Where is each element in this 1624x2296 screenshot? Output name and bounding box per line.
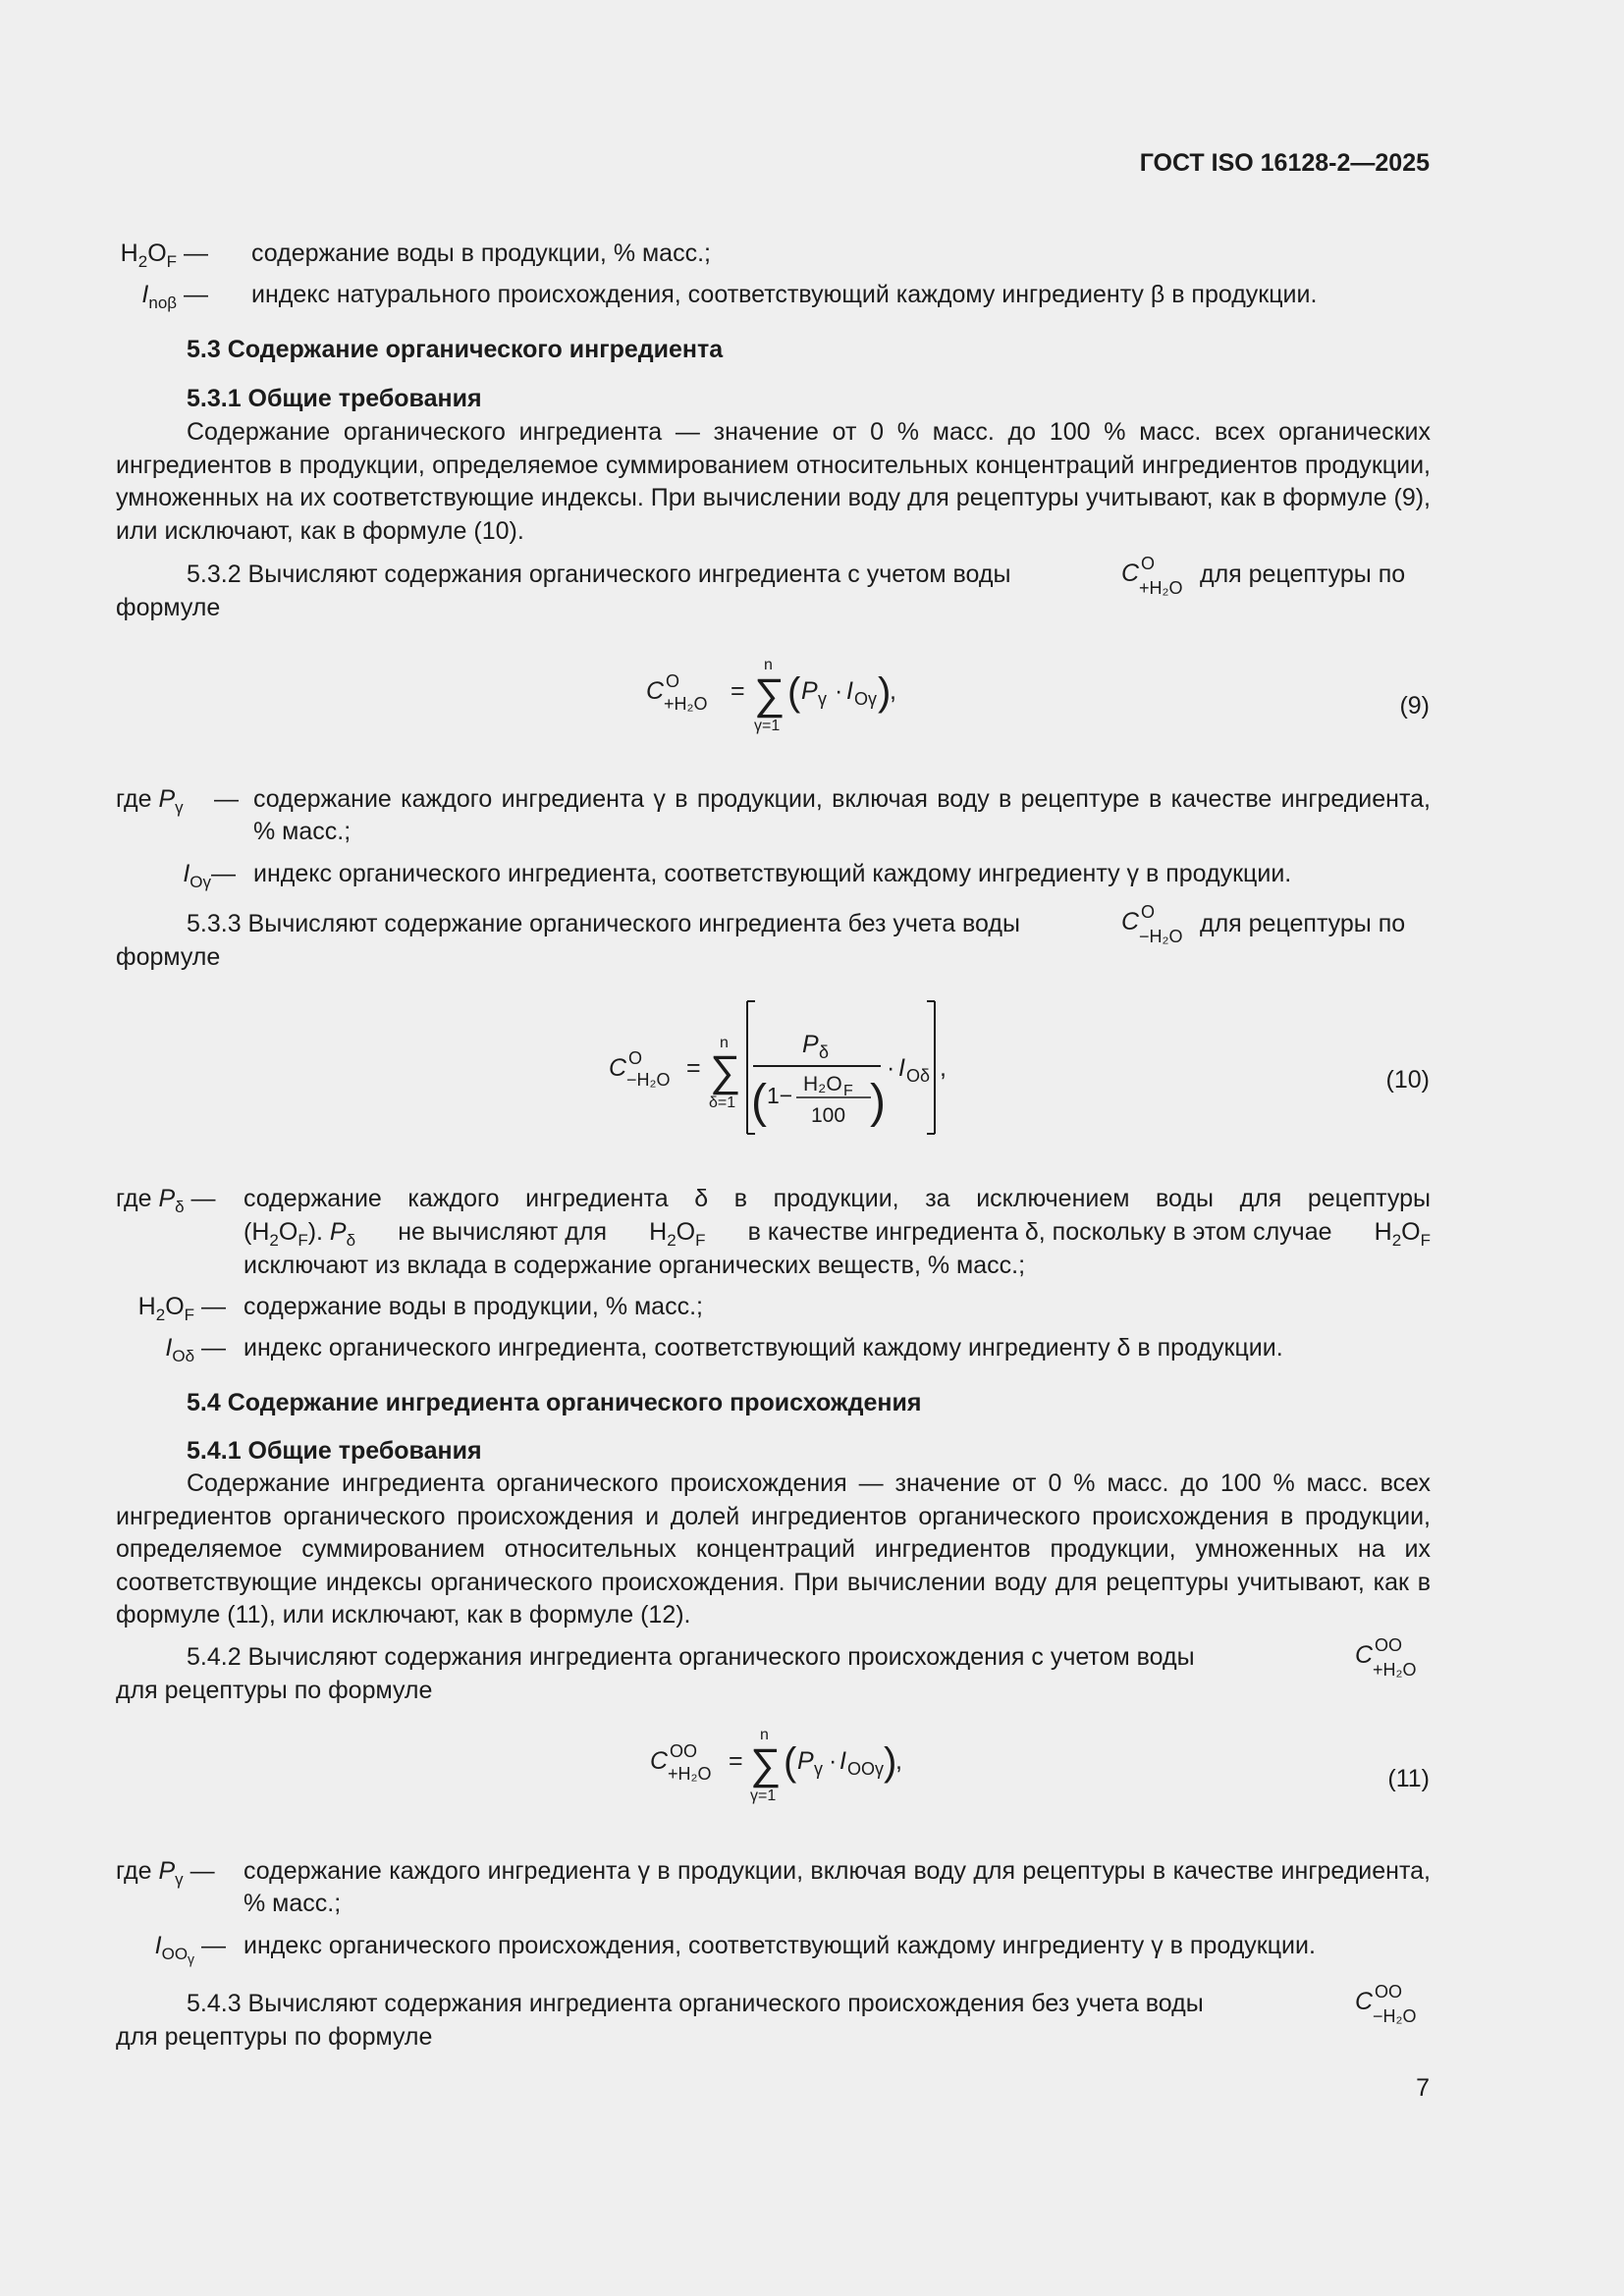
paragraph-5-3-3-formula-word: формуле <box>116 943 221 971</box>
symbol-inob: $I_{no\beta}$ — <box>141 281 208 312</box>
svg-text:C: C <box>1121 908 1140 935</box>
paragraph-5-3-2-end: для рецептуры по <box>1200 561 1406 588</box>
symbol-io-gamma: $I_{O\gamma}—$ <box>183 860 236 891</box>
svg-text:I: I <box>846 677 853 705</box>
svg-text:OO: OO <box>670 1741 698 1761</box>
svg-text:−H₂O: −H₂O <box>1139 927 1183 946</box>
definition-p-delta-line1: содержание каждого ингредиента δ в продукции, за исключением воды для рецептуры <box>244 1185 1431 1212</box>
symbol-c-o-plus-h2o <box>1119 550 1198 604</box>
svg-text:C: C <box>1355 1988 1374 2015</box>
page-number: 7 <box>1416 2074 1430 2102</box>
svg-text:·: · <box>887 1054 895 1082</box>
definition-inob: индекс натурального происхождения, соответствующий каждому ингредиенту β в продукции. <box>251 281 1318 308</box>
svg-text:H₂O: H₂O <box>803 1073 842 1095</box>
svg-text:+H₂O: +H₂O <box>1373 1660 1417 1680</box>
svg-text:OO: OO <box>1375 1635 1403 1655</box>
svg-text:,: , <box>895 1747 902 1775</box>
paragraph-5-3-1: Содержание органического ингредиента — значение от 0 % масс. до 100 % масс. всех органических ингредиентов в продукции, определяемое суммированием относительных концентраций ингредиентов продукции, умноженных на их соответствующие индексы. При вычислении воду для рецептуры учитывают, как в формуле (9), или исключают, как в формуле (10). <box>116 418 1431 545</box>
symbol-h2of-2: $H_2O_F$ — <box>137 1293 226 1324</box>
svg-text:−H₂O: −H₂O <box>626 1070 671 1090</box>
svg-text:C: C <box>650 1747 669 1775</box>
definition-ioo-gamma: индекс органического происхождения, соответствующий каждому ингредиенту γ в продукции. <box>244 1932 1316 1959</box>
svg-text:Oδ: Oδ <box>906 1066 931 1086</box>
symbol-c-oo-minus-h2o <box>1353 1978 1432 2032</box>
where-label-p-delta: где $P_\delta$ — <box>116 1185 216 1216</box>
subsection-heading-5-3-1: 5.3.1 Общие требования <box>187 385 482 412</box>
where-label-p-gamma: где $P_\gamma$ <box>116 785 184 817</box>
paragraph-5-3-2-start: 5.3.2 Вычисляют содержания органического ингредиента с учетом воды <box>187 561 1011 588</box>
svg-text:=: = <box>731 677 745 705</box>
svg-text:O: O <box>666 671 680 691</box>
svg-text:·: · <box>829 1747 838 1775</box>
definition-h2of: содержание воды в продукции, % масс.; <box>251 240 711 267</box>
svg-text:γ=1: γ=1 <box>754 718 781 734</box>
svg-text:·: · <box>835 677 843 705</box>
text-fragment: не вычисляют для <box>398 1218 608 1246</box>
formula-9 <box>638 650 933 743</box>
equation-number-11: (11) <box>1387 1765 1430 1792</box>
document-id-header: ГОСТ ISO 16128-2—2025 <box>1139 149 1430 177</box>
svg-text:): ) <box>870 1076 886 1128</box>
paragraph-5-4-1: Содержание ингредиента органического происхождения — значение от 0 % масс. до 100 % масс. всех ингредиентов органического происхождения и долей ингредиентов органического происхождения в продукции, определяемое суммированием относительных концентраций ингредиентов продукции, умноженных на их соответствующие индексы органического происхождения. При вычислении воду для рецептуры учитывают, как в формуле (11), или исключают, как в формуле (12). <box>116 1469 1431 1629</box>
svg-text:C: C <box>646 677 665 705</box>
svg-text:I: I <box>898 1054 905 1082</box>
svg-text:∑: ∑ <box>750 1740 782 1789</box>
svg-text:C: C <box>1121 560 1140 587</box>
svg-text:γ: γ <box>814 1759 823 1779</box>
formula-10 <box>594 991 967 1144</box>
paragraph-5-3-3-start: 5.3.3 Вычисляют содержание органического ингредиента без учета воды <box>187 910 1020 937</box>
paragraph-5-4-3-start: 5.4.3 Вычисляют содержания ингредиента органического происхождения без учета воды <box>187 1990 1204 2017</box>
section-heading-5-3: 5.3 Содержание органического ингредиента <box>187 336 724 363</box>
svg-text:∑: ∑ <box>754 670 785 719</box>
symbol-ioo-gamma: $I_{OO_\gamma}$ — <box>154 1932 226 1967</box>
svg-text:P: P <box>802 1031 819 1058</box>
svg-text:+H₂O: +H₂O <box>1139 578 1183 598</box>
svg-text:+H₂O: +H₂O <box>668 1764 712 1784</box>
svg-text:Oγ: Oγ <box>854 689 878 709</box>
svg-text:n: n <box>720 1035 729 1051</box>
svg-text:): ) <box>878 670 892 714</box>
svg-text:P: P <box>801 677 818 705</box>
h2of-inline: $H_2O_F$ <box>1374 1218 1431 1250</box>
svg-text:+H₂O: +H₂O <box>664 694 708 714</box>
where-label-p-gamma-2: где $P_\gamma$ — <box>116 1857 215 1889</box>
symbol-h2of: $H_2O_F$ — <box>120 240 208 271</box>
svg-text:,: , <box>940 1054 947 1082</box>
definition-p-gamma: содержание каждого ингредиента γ в продукции, включая воду в рецептуре в качестве ингредиента, % масс.; <box>253 785 1431 845</box>
svg-text:δ: δ <box>819 1042 830 1062</box>
definition-io-delta: индекс органического ингредиента, соответствующий каждому ингредиенту δ в продукции. <box>244 1334 1283 1362</box>
svg-text:F: F <box>843 1083 853 1099</box>
svg-text:(: ( <box>751 1076 767 1128</box>
section-heading-5-4: 5.4 Содержание ингредиента органического происхождения <box>187 1389 922 1416</box>
svg-text:γ: γ <box>818 689 827 709</box>
svg-text:γ=1: γ=1 <box>750 1788 777 1804</box>
definition-io-gamma: индекс органического ингредиента, соответствующий каждому ингредиенту γ в продукции. <box>253 860 1292 887</box>
definition-p-gamma-2: содержание каждого ингредиента γ в продукции, включая воду для рецептуры в качестве ингредиента, % масс.; <box>244 1857 1431 1917</box>
symbol-c-oo-plus-h2o <box>1353 1631 1432 1685</box>
dash: — <box>214 785 239 813</box>
definition-p-delta-line3: исключают из вклада в содержание органических веществ, % масс.; <box>244 1252 1026 1279</box>
subsection-heading-5-4-1: 5.4.1 Общие требования <box>187 1437 482 1465</box>
svg-text:n: n <box>764 657 773 673</box>
svg-text:δ=1: δ=1 <box>709 1095 736 1111</box>
svg-text:∑: ∑ <box>710 1047 741 1095</box>
svg-text:=: = <box>686 1054 701 1082</box>
svg-text:−H₂O: −H₂O <box>1373 2006 1417 2026</box>
symbol-io-delta: $I_{O\delta}$ — <box>165 1334 226 1365</box>
svg-text:O: O <box>1141 902 1156 922</box>
svg-text:100: 100 <box>811 1104 846 1127</box>
svg-text:OO: OO <box>1375 1982 1403 2002</box>
svg-text:(: ( <box>787 670 801 714</box>
svg-text:C: C <box>609 1054 627 1082</box>
svg-text:): ) <box>884 1740 897 1784</box>
svg-text:O: O <box>1141 554 1156 573</box>
svg-text:I: I <box>839 1747 846 1775</box>
svg-text:(: ( <box>784 1740 797 1784</box>
equation-number-9: (9) <box>1399 692 1430 720</box>
svg-text:P: P <box>797 1747 814 1775</box>
text-fragment: в качестве ингредиента δ, поскольку в этом случае <box>747 1218 1332 1246</box>
h2of-inline: $(H_2O_F)$. $P_\delta$ <box>244 1218 356 1250</box>
svg-text:C: C <box>1355 1641 1374 1669</box>
svg-text:O: O <box>628 1048 643 1068</box>
definition-h2of-2: содержание воды в продукции, % масс.; <box>244 1293 703 1320</box>
paragraph-5-4-2-start: 5.4.2 Вычисляют содержания ингредиента органического происхождения с учетом воды <box>187 1643 1195 1671</box>
svg-text:,: , <box>890 677 896 705</box>
paragraph-5-4-2-end: для рецептуры по формуле <box>116 1677 433 1704</box>
paragraph-5-3-2-formula-word: формуле <box>116 594 221 621</box>
h2of-inline: $H_2O_F$ <box>649 1218 706 1250</box>
svg-text:=: = <box>729 1747 743 1775</box>
formula-11 <box>638 1720 933 1813</box>
paragraph-5-3-3-end: для рецептуры по <box>1200 910 1406 937</box>
paragraph-5-4-3-end: для рецептуры по формуле <box>116 2023 433 2051</box>
svg-text:OOγ: OOγ <box>847 1759 885 1779</box>
svg-text:1−: 1− <box>767 1083 793 1108</box>
symbol-c-o-minus-h2o <box>1119 898 1198 952</box>
svg-text:n: n <box>760 1727 769 1743</box>
equation-number-10: (10) <box>1385 1066 1430 1094</box>
